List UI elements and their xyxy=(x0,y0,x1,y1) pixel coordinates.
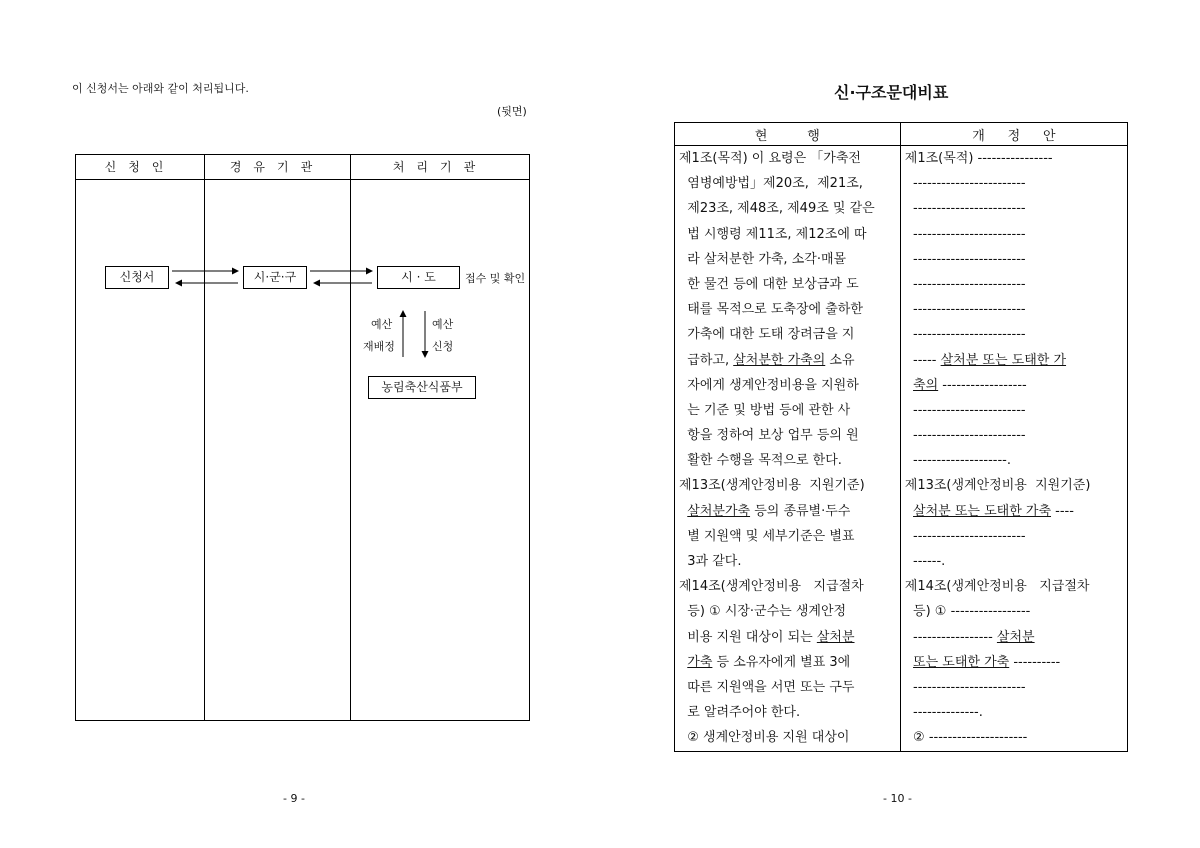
revised-header-char: 정 xyxy=(1007,128,1021,144)
revised-column-header xyxy=(900,123,1127,146)
current-text-line: 가축에 대한 도태 장려금을 지 xyxy=(679,327,855,343)
revised-text-line: ------------------------ xyxy=(904,226,1026,242)
receipt-note: 접수 및 확인 xyxy=(465,272,526,285)
city-county-box: 시·군·구 xyxy=(243,266,307,289)
revised-text-line: ----- 살처분 또는 도태한 가 xyxy=(904,352,1067,368)
revised-text-line: 등) ① ----------------- xyxy=(904,604,1031,620)
current-text-line: 별 지원액 및 세부기준은 별표 xyxy=(679,528,855,544)
current-text-line: 활한 수행을 목적으로 한다. xyxy=(679,453,842,469)
current-column-header xyxy=(675,123,901,146)
revised-text-line: ------------------------ xyxy=(904,276,1026,292)
ministry-box: 농림축산식품부 xyxy=(368,376,476,399)
revised-text-line: ------------------------ xyxy=(904,302,1026,318)
current-text-line: 로 알려주어야 한다. xyxy=(679,705,801,721)
revised-text-line: 제14조(생계안정비용 지급절차 xyxy=(904,579,1090,595)
current-text-line: 등) ① 시장·군수는 생계안정 xyxy=(679,604,847,620)
back-label: (뒷면) xyxy=(497,105,527,118)
current-text-line: 급하고, 살처분한 가축의 소유 xyxy=(679,352,855,368)
current-text-line: 항을 정하여 보상 업무 등의 원 xyxy=(679,428,859,444)
revised-text-line: 살처분 또는 도태한 가축 ---- xyxy=(913,503,1074,519)
revised-text-line: ------------------------ xyxy=(904,428,1026,444)
budget-left-label: 예산 xyxy=(371,318,393,331)
budget-right-label: 예산 xyxy=(432,318,454,331)
revised-header-char: 안 xyxy=(1043,128,1056,144)
revised-text-line: ------------------------ xyxy=(904,402,1026,418)
request-label: 신청 xyxy=(432,340,454,353)
column-header-via: 경유기관 xyxy=(229,160,325,174)
revised-text-line: 축의 ------------------ xyxy=(913,377,1027,393)
intro-text: 이 신청서는 아래와 같이 처리됩니다. xyxy=(72,82,249,95)
revised-text-line: ------------------------ xyxy=(904,251,1026,267)
current-header-char: 현 xyxy=(754,128,768,144)
column-header-applicant: 신청인 xyxy=(104,160,176,174)
revised-text-line: ------------------------ xyxy=(904,176,1026,192)
reallocation-label: 재배정 xyxy=(363,340,395,353)
current-column xyxy=(675,146,901,752)
current-text-line: 제14조(생계안정비용 지급절차 xyxy=(679,579,864,595)
page-number-right: - 10 - xyxy=(883,792,912,805)
page-title: 신·구조문대비표 xyxy=(834,83,949,102)
revised-text-line: --------------. xyxy=(904,705,983,721)
revised-text-line: ------. xyxy=(904,554,946,569)
current-text-line: 법 시행령 제11조, 제12조에 따 xyxy=(679,226,867,242)
column-header-processor: 처리기관 xyxy=(392,160,488,174)
revised-text-line: --------------------. xyxy=(904,453,1011,469)
revised-text-line: ------------------------ xyxy=(904,201,1026,217)
page-number-left: - 9 - xyxy=(283,792,305,805)
revised-text-line: 또는 도태한 가축 ---------- xyxy=(913,654,1061,670)
flow-arrows xyxy=(76,155,531,722)
current-text-line: 제23조, 제48조, 제49조 및 같은 xyxy=(679,201,875,217)
current-text-line: 따른 지원액을 서면 또는 구두 xyxy=(679,679,855,695)
current-text-line: 태를 목적으로 도축장에 출하한 xyxy=(679,302,863,318)
current-text-line: 제1조(목적) 이 요령은 「가축전 xyxy=(679,151,861,166)
revised-column xyxy=(900,146,1127,752)
current-text-line: 3과 같다. xyxy=(679,554,742,569)
current-text-line: 라 살처분한 가축, 소각·매몰 xyxy=(679,251,847,267)
revised-text-line: 제13조(생계안정비용 지원기준) xyxy=(904,478,1091,494)
revised-text-line: 제1조(목적) ---------------- xyxy=(904,151,1053,166)
revised-text-line: ------------------------ xyxy=(904,679,1026,695)
province-box: 시 · 도 xyxy=(377,266,460,289)
current-text-line: 자에게 생계안정비용을 지원하 xyxy=(679,377,859,393)
revised-header-char: 개 xyxy=(972,128,985,144)
revised-text-line: ② --------------------- xyxy=(904,730,1028,746)
revised-text-line: ------------------------ xyxy=(904,327,1026,343)
current-text-line: 가축 등 소유자에게 별표 3에 xyxy=(687,654,851,670)
current-header-char: 행 xyxy=(807,128,820,144)
comparison-table xyxy=(674,122,1128,752)
process-flow-table xyxy=(75,154,530,721)
current-text-line: 한 물건 등에 대한 보상금과 도 xyxy=(679,276,859,292)
application-box: 신청서 xyxy=(105,266,169,289)
current-text-line: 비용 지원 대상이 되는 살처분 xyxy=(679,629,855,645)
revised-text-line: ----------------- 살처분 xyxy=(904,629,1035,645)
current-text-line: ② 생계안정비용 지원 대상이 xyxy=(679,730,850,746)
current-text-line: 살처분가축 등의 종류별·두수 xyxy=(687,503,851,519)
current-text-line: 는 기준 및 방법 등에 관한 사 xyxy=(679,402,851,418)
current-text-line: 염병예방법」제20조, 제21조, xyxy=(679,176,863,192)
revised-text-line: ------------------------ xyxy=(904,528,1026,544)
current-text-line: 제13조(생계안정비용 지원기준) xyxy=(679,478,865,494)
